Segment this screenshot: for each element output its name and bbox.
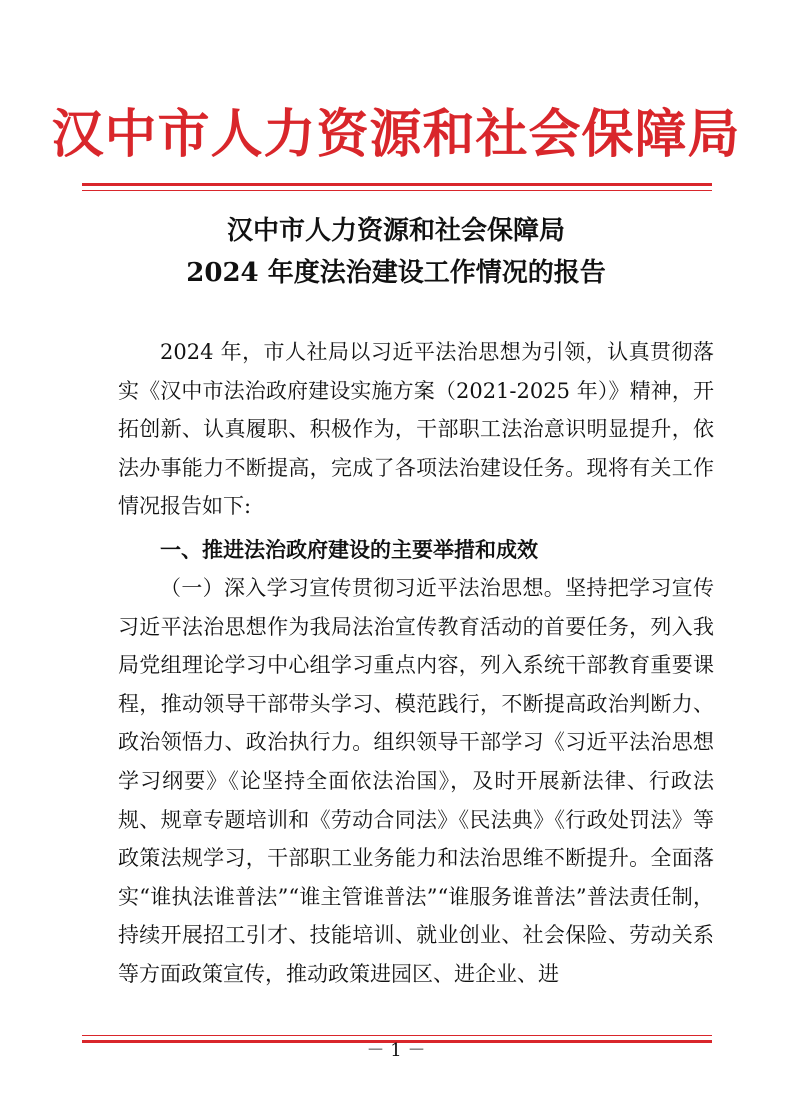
letterhead-title: 汉中市人力资源和社会保障局	[51, 104, 741, 165]
intro-paragraph: 2024 年，市人社局以习近平法治思想为引领，认真贯彻落实《汉中市法治政府建设实施方案（2021-2025 年）》精神，开拓创新、认真履职、积极作为，干部职工法治意识明显提升，依法办事能力不断提高，完成了各项法治建设任务。现将有关工作情况报告如下:	[118, 340, 714, 519]
document-title-line2: 2024 年度法治建设工作情况的报告	[186, 258, 606, 288]
letterhead-rule-thick	[82, 183, 712, 186]
letterhead-rule-thin	[82, 190, 712, 191]
page-number: － 1 －	[366, 1040, 426, 1061]
footer-rule-thin	[82, 1035, 712, 1036]
section-paragraph: （一）深入学习宣传贯彻习近平法治思想。坚持把学习宣传习近平法治思想作为我局法治宣传教育活动的首要任务，列入我局党组理论学习中心组学习重点内容，列入系统干部教育重要课程，推动领导干部带头学习、模范践行，不断提高政治判断力、政治领悟力、政治执行力。组织领导干部学习《习近平法治思想学习纲要》《论坚持全面依法治国》，及时开展新法律、行政法规、规章专题培训和《劳动合同法》《民法典》《行政处罚法》等政策法规学习，干部职工业务能力和法治思维不断提升。全面落实“谁执法谁普法”“谁主管谁普法”“谁服务谁普法”普法责任制，持续开展招工引才、技能培训、就业创业、社会保险、劳动关系等方面政策宣传，推动政策进园区、进企业、进	[118, 576, 714, 986]
document-title-line1: 汉中市人力资源和社会保障局	[226, 216, 565, 246]
section-heading: 一、推进法治政府建设的主要举措和成效	[160, 538, 538, 562]
